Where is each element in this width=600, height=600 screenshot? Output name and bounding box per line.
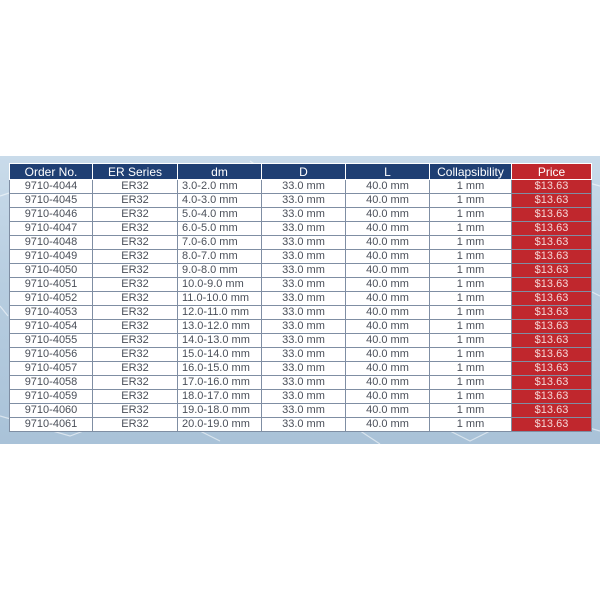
- cell-collapsibility: 1 mm: [430, 222, 512, 236]
- cell-l: 40.0 mm: [346, 334, 430, 348]
- cell-d: 33.0 mm: [262, 362, 346, 376]
- cell-collapsibility: 1 mm: [430, 390, 512, 404]
- table-row: [10, 250, 592, 264]
- cell-collapsibility: 1 mm: [430, 334, 512, 348]
- cell-d: 33.0 mm: [262, 236, 346, 250]
- table-body: [10, 180, 592, 432]
- cell-er-series: ER32: [93, 292, 178, 306]
- cell-order-no: 9710-4052: [10, 292, 93, 306]
- cell-order-no: 9710-4057: [10, 362, 93, 376]
- cell-er-series: ER32: [93, 334, 178, 348]
- cell-price: $13.63: [512, 306, 592, 320]
- cell-l: 40.0 mm: [346, 250, 430, 264]
- spec-table: [9, 163, 592, 432]
- cell-d: 33.0 mm: [262, 376, 346, 390]
- cell-collapsibility: 1 mm: [430, 418, 512, 432]
- cell-d: 33.0 mm: [262, 292, 346, 306]
- cell-dm: 5.0-4.0 mm: [178, 208, 262, 222]
- cell-price: $13.63: [512, 418, 592, 432]
- header-price: Price: [512, 164, 592, 180]
- cell-dm: 7.0-6.0 mm: [178, 236, 262, 250]
- cell-order-no: 9710-4046: [10, 208, 93, 222]
- cell-er-series: ER32: [93, 180, 178, 194]
- header-order-no: Order No.: [10, 164, 93, 180]
- cell-collapsibility: 1 mm: [430, 306, 512, 320]
- cell-price: $13.63: [512, 362, 592, 376]
- cell-d: 33.0 mm: [262, 194, 346, 208]
- cell-price: $13.63: [512, 250, 592, 264]
- cell-l: 40.0 mm: [346, 236, 430, 250]
- cell-er-series: ER32: [93, 208, 178, 222]
- table-row: [10, 208, 592, 222]
- header-er-series: ER Series: [93, 164, 178, 180]
- cell-l: 40.0 mm: [346, 194, 430, 208]
- table-row: [10, 292, 592, 306]
- cell-price: $13.63: [512, 320, 592, 334]
- cell-dm: 10.0-9.0 mm: [178, 278, 262, 292]
- cell-er-series: ER32: [93, 320, 178, 334]
- table-row: [10, 334, 592, 348]
- table-row: [10, 390, 592, 404]
- cell-dm: 16.0-15.0 mm: [178, 362, 262, 376]
- cell-collapsibility: 1 mm: [430, 194, 512, 208]
- cell-er-series: ER32: [93, 278, 178, 292]
- cell-dm: 20.0-19.0 mm: [178, 418, 262, 432]
- cell-price: $13.63: [512, 278, 592, 292]
- cell-dm: 9.0-8.0 mm: [178, 264, 262, 278]
- cell-d: 33.0 mm: [262, 264, 346, 278]
- cell-order-no: 9710-4044: [10, 180, 93, 194]
- table-row: [10, 236, 592, 250]
- header-l: L: [346, 164, 430, 180]
- cell-d: 33.0 mm: [262, 208, 346, 222]
- cell-price: $13.63: [512, 236, 592, 250]
- cell-collapsibility: 1 mm: [430, 404, 512, 418]
- table-row: [10, 362, 592, 376]
- cell-l: 40.0 mm: [346, 404, 430, 418]
- cell-price: $13.63: [512, 264, 592, 278]
- cell-dm: 14.0-13.0 mm: [178, 334, 262, 348]
- cell-collapsibility: 1 mm: [430, 208, 512, 222]
- cell-price: $13.63: [512, 292, 592, 306]
- cell-order-no: 9710-4055: [10, 334, 93, 348]
- cell-price: $13.63: [512, 222, 592, 236]
- table-row: [10, 320, 592, 334]
- cell-dm: 6.0-5.0 mm: [178, 222, 262, 236]
- cell-order-no: 9710-4051: [10, 278, 93, 292]
- cell-collapsibility: 1 mm: [430, 180, 512, 194]
- table-row: [10, 264, 592, 278]
- cell-d: 33.0 mm: [262, 180, 346, 194]
- cell-dm: 12.0-11.0 mm: [178, 306, 262, 320]
- cell-price: $13.63: [512, 376, 592, 390]
- cell-order-no: 9710-4053: [10, 306, 93, 320]
- cell-d: 33.0 mm: [262, 222, 346, 236]
- cell-collapsibility: 1 mm: [430, 320, 512, 334]
- cell-price: $13.63: [512, 404, 592, 418]
- cell-d: 33.0 mm: [262, 278, 346, 292]
- cell-er-series: ER32: [93, 236, 178, 250]
- cell-d: 33.0 mm: [262, 418, 346, 432]
- cell-l: 40.0 mm: [346, 180, 430, 194]
- cell-collapsibility: 1 mm: [430, 292, 512, 306]
- cell-order-no: 9710-4050: [10, 264, 93, 278]
- cell-l: 40.0 mm: [346, 362, 430, 376]
- cell-dm: 13.0-12.0 mm: [178, 320, 262, 334]
- cell-l: 40.0 mm: [346, 292, 430, 306]
- cell-l: 40.0 mm: [346, 278, 430, 292]
- cell-dm: 4.0-3.0 mm: [178, 194, 262, 208]
- header-collapsibility: Collapsibility: [430, 164, 512, 180]
- cell-order-no: 9710-4048: [10, 236, 93, 250]
- cell-price: $13.63: [512, 390, 592, 404]
- cell-l: 40.0 mm: [346, 376, 430, 390]
- cell-l: 40.0 mm: [346, 348, 430, 362]
- table-header-row: [10, 164, 592, 180]
- cell-er-series: ER32: [93, 376, 178, 390]
- cell-er-series: ER32: [93, 418, 178, 432]
- cell-d: 33.0 mm: [262, 250, 346, 264]
- cell-order-no: 9710-4056: [10, 348, 93, 362]
- cell-order-no: 9710-4058: [10, 376, 93, 390]
- cell-d: 33.0 mm: [262, 306, 346, 320]
- table-row: [10, 404, 592, 418]
- cell-dm: 11.0-10.0 mm: [178, 292, 262, 306]
- cell-er-series: ER32: [93, 264, 178, 278]
- table-row: [10, 418, 592, 432]
- cell-er-series: ER32: [93, 362, 178, 376]
- cell-l: 40.0 mm: [346, 418, 430, 432]
- cell-d: 33.0 mm: [262, 404, 346, 418]
- cell-dm: 17.0-16.0 mm: [178, 376, 262, 390]
- cell-collapsibility: 1 mm: [430, 376, 512, 390]
- cell-l: 40.0 mm: [346, 320, 430, 334]
- cell-price: $13.63: [512, 348, 592, 362]
- table-row: [10, 306, 592, 320]
- cell-l: 40.0 mm: [346, 208, 430, 222]
- cell-er-series: ER32: [93, 194, 178, 208]
- cell-order-no: 9710-4060: [10, 404, 93, 418]
- cell-order-no: 9710-4045: [10, 194, 93, 208]
- cell-l: 40.0 mm: [346, 222, 430, 236]
- cell-d: 33.0 mm: [262, 320, 346, 334]
- cell-d: 33.0 mm: [262, 348, 346, 362]
- cell-order-no: 9710-4059: [10, 390, 93, 404]
- table-row: [10, 278, 592, 292]
- table-row: [10, 180, 592, 194]
- cell-price: $13.63: [512, 180, 592, 194]
- cell-d: 33.0 mm: [262, 334, 346, 348]
- cell-collapsibility: 1 mm: [430, 362, 512, 376]
- cell-order-no: 9710-4049: [10, 250, 93, 264]
- header-d: D: [262, 164, 346, 180]
- cell-er-series: ER32: [93, 306, 178, 320]
- cell-collapsibility: 1 mm: [430, 236, 512, 250]
- table-row: [10, 348, 592, 362]
- cell-l: 40.0 mm: [346, 306, 430, 320]
- cell-dm: 15.0-14.0 mm: [178, 348, 262, 362]
- cell-dm: 19.0-18.0 mm: [178, 404, 262, 418]
- cell-collapsibility: 1 mm: [430, 264, 512, 278]
- cell-order-no: 9710-4054: [10, 320, 93, 334]
- cell-dm: 18.0-17.0 mm: [178, 390, 262, 404]
- cell-price: $13.63: [512, 194, 592, 208]
- cell-er-series: ER32: [93, 390, 178, 404]
- cell-dm: 3.0-2.0 mm: [178, 180, 262, 194]
- cell-er-series: ER32: [93, 348, 178, 362]
- cell-order-no: 9710-4061: [10, 418, 93, 432]
- table-row: [10, 194, 592, 208]
- cell-er-series: ER32: [93, 222, 178, 236]
- cell-order-no: 9710-4047: [10, 222, 93, 236]
- cell-collapsibility: 1 mm: [430, 278, 512, 292]
- cell-price: $13.63: [512, 334, 592, 348]
- cell-er-series: ER32: [93, 250, 178, 264]
- header-dm: dm: [178, 164, 262, 180]
- cell-collapsibility: 1 mm: [430, 348, 512, 362]
- table-row: [10, 376, 592, 390]
- table-row: [10, 222, 592, 236]
- cell-dm: 8.0-7.0 mm: [178, 250, 262, 264]
- cell-price: $13.63: [512, 208, 592, 222]
- cell-d: 33.0 mm: [262, 390, 346, 404]
- cell-l: 40.0 mm: [346, 264, 430, 278]
- cell-collapsibility: 1 mm: [430, 250, 512, 264]
- cell-er-series: ER32: [93, 404, 178, 418]
- cell-l: 40.0 mm: [346, 390, 430, 404]
